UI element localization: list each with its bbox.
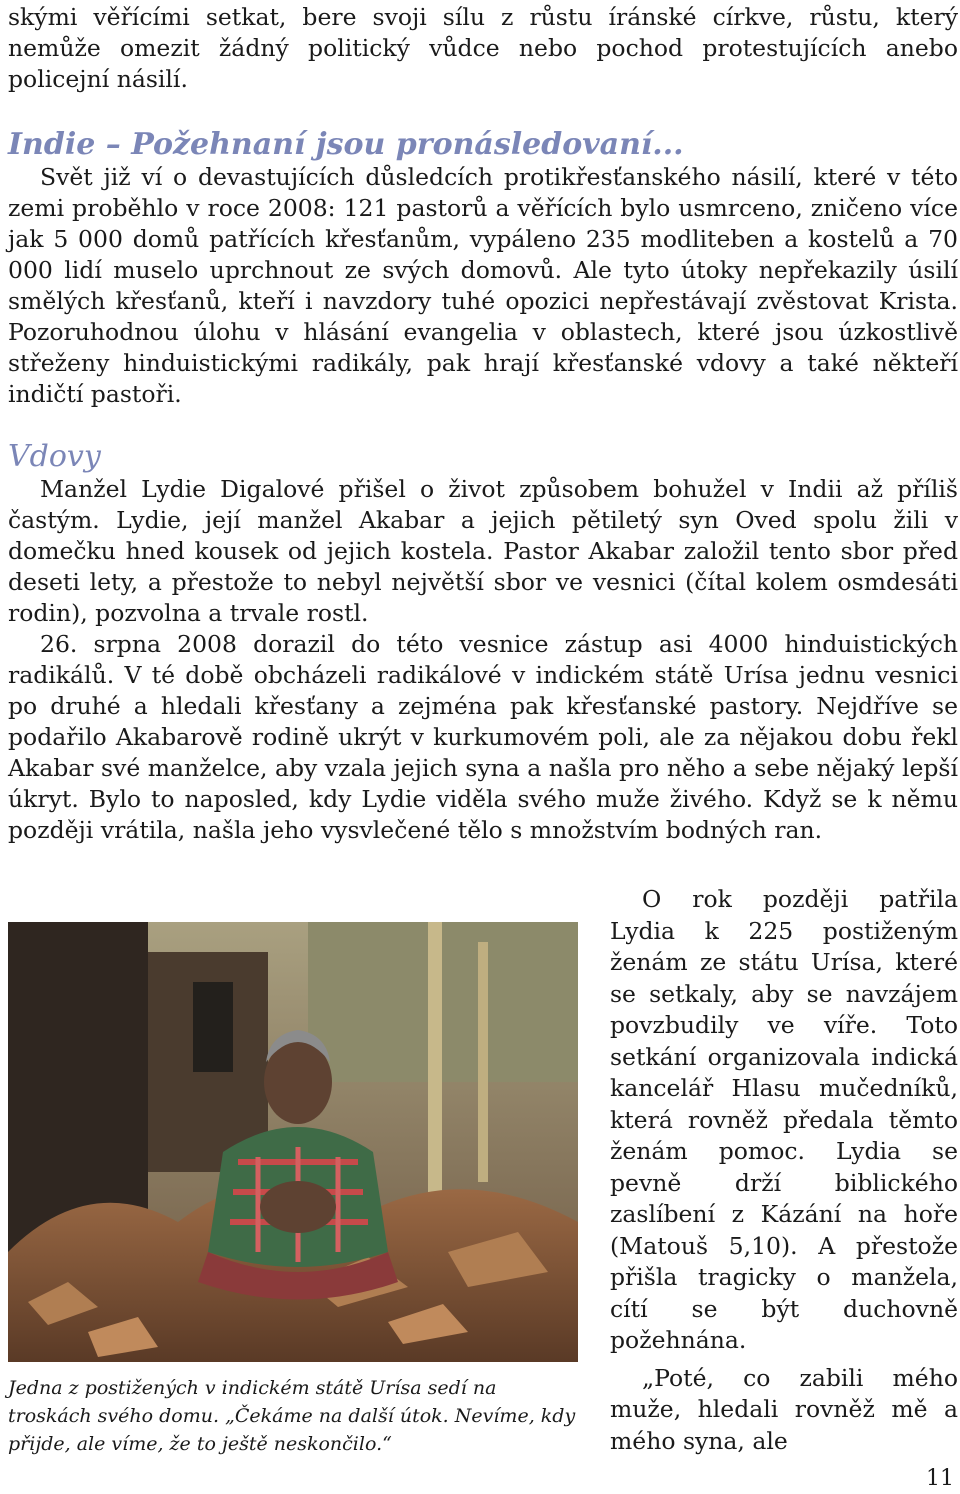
india-paragraph: Svět již ví o devastujících důsledcích protikřesťanského násilí, které v této zemi proběhlo v roce 2008: 121 pastorů a věřících bylo usmrceno, zničeno více jak 5 000 domů patřících křesťanům, vypáleno 235 modliteben a kostelů a 70 000 lidí muselo uprchnout ze svých domovů. Ale tyto útoky nepřekazily úsilí smělých křesťanů, kteří i navzdory tuhé opozici nepřestávají zvěstovat Krista. Pozoruhodnou úlohu v hlásání evangelia v oblastech, které jsou úzkostlivě střeženy hinduistickými radikály, pak hrají křesťanské vdovy a také někteří indičtí pastoři. xyxy=(8,163,958,408)
widow-photo xyxy=(8,922,578,1362)
page-number: 11 xyxy=(926,1466,954,1491)
sidebar-column xyxy=(610,884,958,1457)
photo-caption: Jedna z postižených v indickém státě Urísa sedí na troskách svého domu. „Čekáme na další útok. Nevíme, kdy přijde, ale víme, že to ještě neskončilo.“ xyxy=(8,1377,576,1455)
intro-paragraph: skými věřícími setkat, bere svoji sílu z růstu íránské církve, růstu, který nemůže omezit žádný politický vůdce nebo pochod protestujících anebo policejní násilí. xyxy=(8,3,958,93)
india-section xyxy=(8,128,958,410)
india-heading: Indie – Požehnaní jsou pronásledovaní... xyxy=(8,127,684,162)
widows-paragraph-1: Manžel Lydie Digalové přišel o život způsobem bohužel v Indii až příliš častým. Lydie, její manžel Akabar a jejich pětiletý syn Oved spolu žili v domečku hned kousek od jejich kostela. Pastor Akabar založil tento sbor před deseti lety, a přestože to nebyl největší sbor ve vesnici (čítal kolem osmdesáti rodin), pozvolna a trvale rostl. xyxy=(8,475,958,627)
sidebar-paragraph-1: O rok později patřila Lydia k 225 postiženým ženám ze státu Urísa, které se setkaly, aby se navzájem povzbudily ve víře. Toto setkání organizovala indická kancelář Hlasu mučedníků, která rovněž předala těmto ženám pomoc. Lydia se pevně drží biblického zaslíbení z Kázání na hoře (Matouš 5,10). A přestože přišla tragicky o manžela, cítí se být duchovně požehnána. xyxy=(610,885,958,1354)
intro-section xyxy=(8,2,958,95)
widows-section xyxy=(8,440,958,846)
widows-paragraph-2: 26. srpna 2008 dorazil do této vesnice zástup asi 4000 hinduistických radikálů. V té době obcházeli radikálové v indickém státě Urísa jednu vesnici po druhé a hledali křesťany a zejména pak křesťanské pastory. Nejdříve se podařilo Akabarově rodině ukrýt v kurkumovém poli, ale za nějakou dobu řekl Akabar své manželce, aby vzala jejich syna a našla pro něho a sebe nějaký lepší úkryt. Bylo to naposled, kdy Lydie viděla svého muže živého. Když se k němu později vrátila, našla jeho vysvlečené tělo s množstvím bodných ran. xyxy=(8,630,958,844)
sidebar-paragraph-2: „Poté, co zabili mého muže, hledali rovněž mě a mého syna, ale xyxy=(610,1363,958,1455)
widows-heading: Vdovy xyxy=(8,439,101,474)
